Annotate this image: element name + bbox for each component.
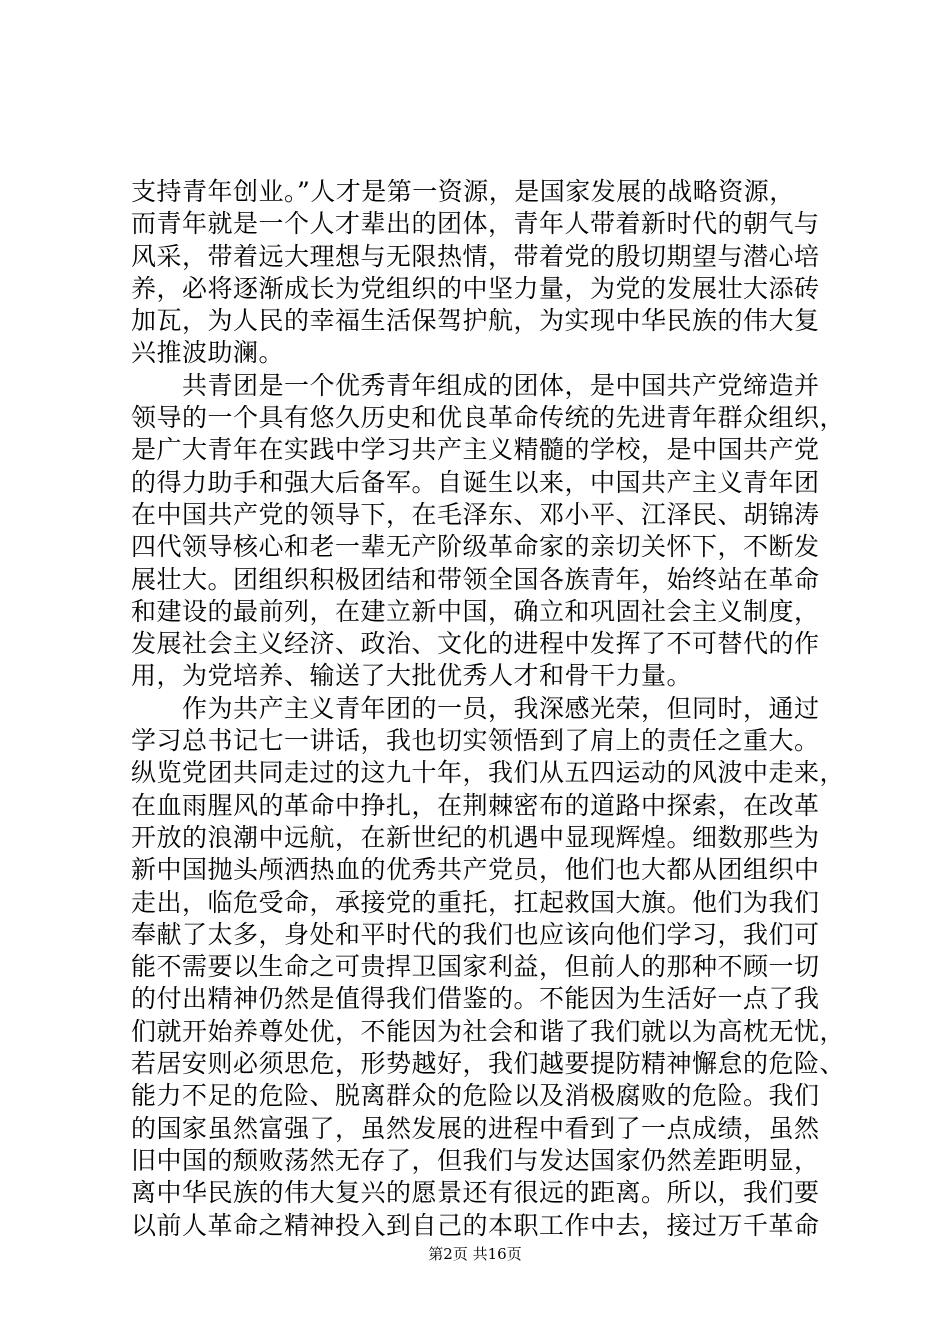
text-line: 离中华民族的伟大复兴的愿景还有很远的距离。所以，我们要	[131, 1178, 820, 1208]
text-line: 四代领导核心和老一辈无产阶级革命家的亲切关怀下，不断发	[131, 532, 820, 562]
text-line: 展壮大。团组织积极团结和带领全国各族青年，始终站在革命	[131, 564, 820, 594]
text-line: 纵览党团共同走过的这九十年，我们从五四运动的风波中走来，	[131, 758, 846, 788]
text-line: 养，必将逐渐成长为党组织的中坚力量，为党的发展壮大添砖	[131, 273, 820, 303]
text-line: 共青团是一个优秀青年组成的团体，是中国共产党缔造并	[131, 370, 820, 400]
page-number-footer: 第2页 共16页	[428, 1245, 522, 1263]
text-line: 风采，带着远大理想与无限热情，带着党的殷切期望与潜心培	[131, 241, 820, 271]
text-line: 加瓦，为人民的幸福生活保驾护航，为实现中华民族的伟大复	[131, 306, 820, 336]
text-line: 在中国共产党的领导下，在毛泽东、邓小平、江泽民、胡锦涛	[131, 499, 820, 529]
text-line: 的国家虽然富强了，虽然发展的进程中看到了一点成绩，虽然	[131, 1113, 820, 1143]
text-line: 领导的一个具有悠久历史和优良革命传统的先进青年群众组织，	[131, 403, 846, 433]
text-line: 用，为党培养、输送了大批优秀人才和骨干力量。	[131, 661, 693, 691]
text-line: 旧中国的颓败荡然无存了，但我们与发达国家仍然差距明显，	[131, 1145, 820, 1175]
text-line: 走出，临危受命，承接党的重托，扛起救国大旗。他们为我们	[131, 887, 820, 917]
text-line: 发展社会主义经济、政治、文化的进程中发挥了不可替代的作	[131, 629, 820, 659]
text-line: 开放的浪潮中远航，在新世纪的机遇中显现辉煌。细数那些为	[131, 822, 820, 852]
text-line: 和建设的最前列，在建立新中国，确立和巩固社会主义制度，	[131, 596, 820, 626]
text-line: 的得力助手和强大后备军。自诞生以来，中国共产主义青年团	[131, 467, 820, 497]
body-text	[131, 176, 846, 1242]
text-line: 是广大青年在实践中学习共产主义精髓的学校，是中国共产党	[131, 435, 820, 465]
text-line: 能力不足的危险、脱离群众的危险以及消极腐败的危险。我们	[131, 1081, 820, 1111]
text-line: 奉献了太多，身处和平时代的我们也应该向他们学习，我们可	[131, 919, 820, 949]
text-line: 们就开始养尊处优，不能因为社会和谐了我们就以为高枕无忧，	[131, 1016, 846, 1046]
text-line: 在血雨腥风的革命中挣扎，在荆棘密布的道路中探索，在改革	[131, 790, 820, 820]
text-line: 学习总书记七一讲话，我也切实领悟到了肩上的责任之重大。	[131, 726, 820, 756]
text-line: 作为共产主义青年团的一员，我深感光荣，但同时，通过	[131, 693, 820, 723]
text-line: 若居安则必须思危，形势越好，我们越要提防精神懈怠的危险、	[131, 1049, 846, 1079]
text-line: 的付出精神仍然是值得我们借鉴的。不能因为生活好一点了我	[131, 984, 820, 1014]
text-line: 兴推波助澜。	[131, 338, 285, 368]
text-line: 新中国抛头颅洒热血的优秀共产党员，他们也大都从团组织中	[131, 855, 820, 885]
text-line: 而青年就是一个人才辈出的团体，青年人带着新时代的朝气与	[131, 209, 820, 239]
text-line: 能不需要以生命之可贵捍卫国家利益，但前人的那种不顾一切	[131, 952, 820, 982]
text-line: 支持青年创业。”人才是第一资源，是国家发展的战略资源，	[131, 177, 795, 206]
text-line: 以前人革命之精神投入到自己的本职工作中去，接过万千革命	[131, 1210, 820, 1240]
